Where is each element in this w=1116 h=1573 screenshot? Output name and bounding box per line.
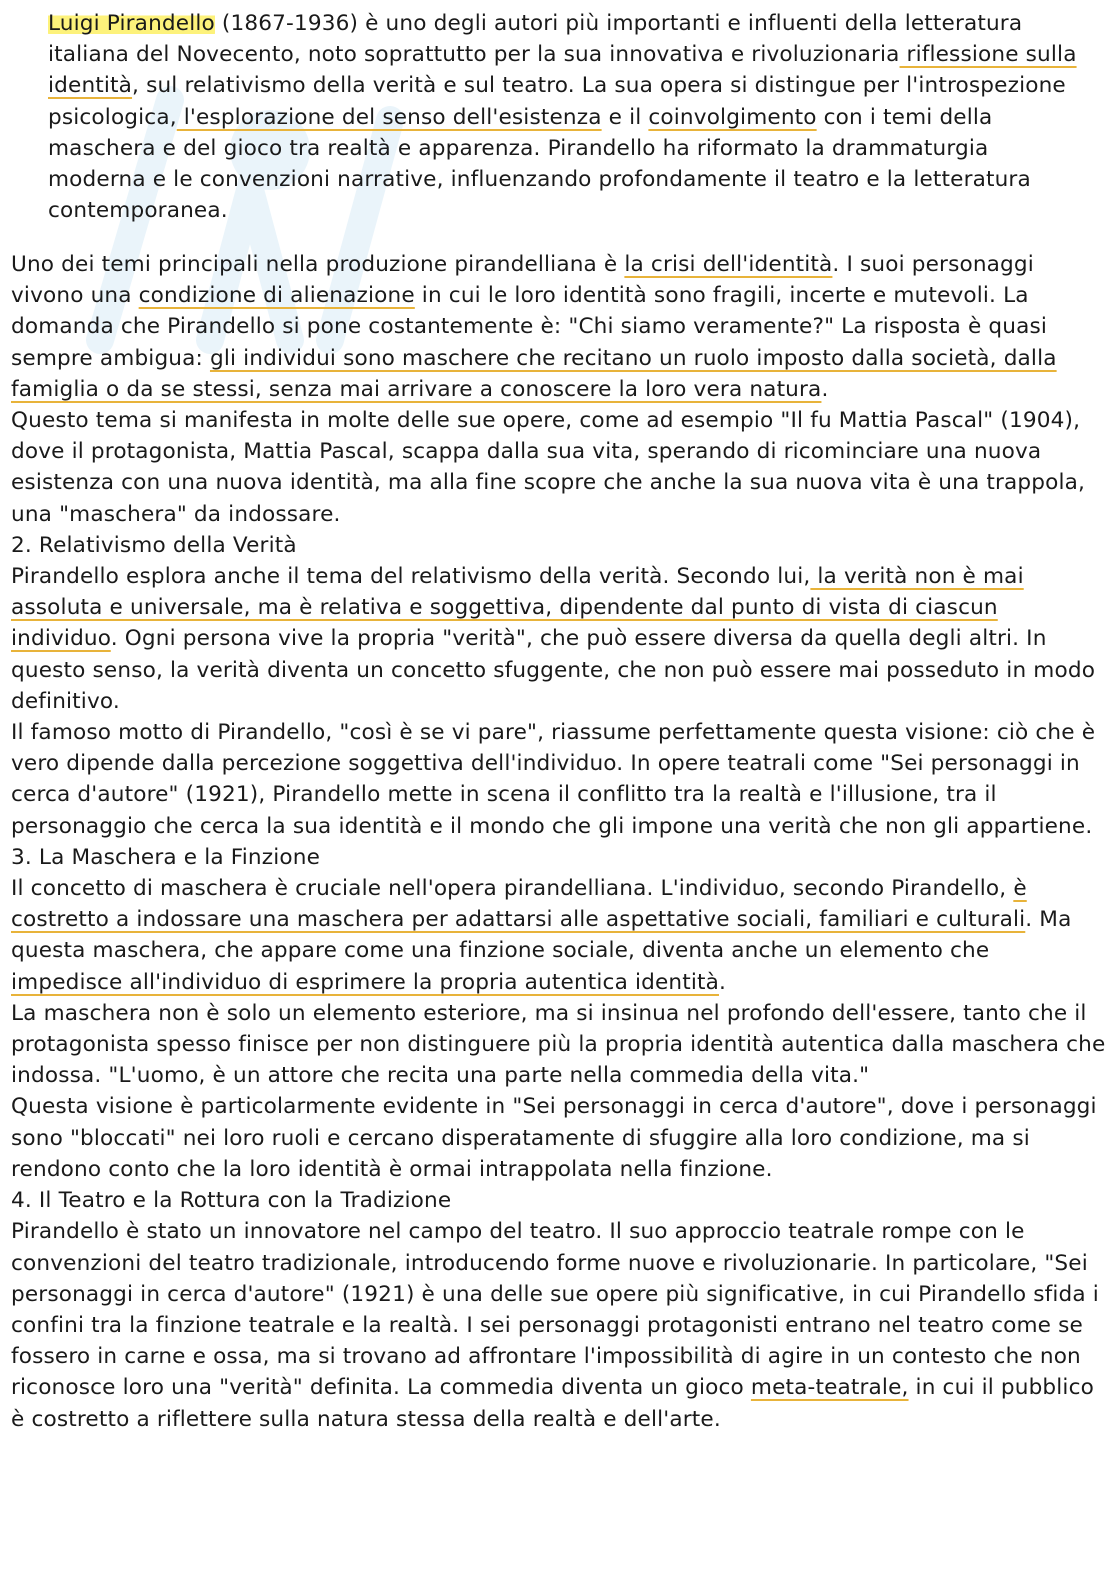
body-text: in cui il pubblico è costretto a riflettere sulla natura stessa della realtà e dell'arte. <box>11 1375 1094 1432</box>
underlined-phrase: coinvolgimento <box>648 104 817 130</box>
section4-heading: 4. Il Teatro e la Rottura con la Tradizione <box>11 1188 452 1214</box>
underlined-phrase: impedisce all'individuo di esprimere la propria autentica identità <box>11 969 720 995</box>
underlined-phrase: meta-teatrale, <box>750 1375 909 1401</box>
section2-heading: 2. Relativismo della Verità <box>11 532 297 558</box>
main-body <box>11 249 1106 1435</box>
body-text: Il concetto di maschera è cruciale nell'opera pirandelliana. L'individuo, secondo Pirandello, <box>11 876 1014 902</box>
author-name-highlight: Luigi Pirandello <box>48 11 215 36</box>
body-text: . <box>821 376 829 402</box>
intro-text: , sul relativismo della verità e sul teatro. La sua opera si distingue per l'introspezione psicologica, <box>48 73 1066 130</box>
underlined-phrase: gli individui sono maschere che recitano un ruolo imposto dalla società, dalla famiglia o da se stessi, senza mai arrivare a conoscere la loro vera natura <box>11 345 1057 402</box>
section1-paragraph-1 <box>11 249 1106 405</box>
body-text: . I suoi personaggi vivono una <box>11 252 1034 309</box>
section3-paragraph-2: La maschera non è solo un elemento esteriore, ma si insinua nel profondo dell'essere, tanto che il protagonista spesso finisce per non distinguere più la propria identità autentica dalla maschera che indossa. "L'uomo, è un attore che recita una parte nella commedia della vita." <box>11 1000 1106 1089</box>
body-text: Uno dei temi principali nella produzione pirandelliana è <box>11 252 625 277</box>
intro-text: con i temi della maschera e del gioco tra realtà e apparenza. Pirandello ha riformato la drammaturgia moderna e le convenzioni narrative, influenzando profondamente il teatro e la letteratura contemporanea. <box>48 104 1031 224</box>
body-text: . <box>719 969 727 995</box>
underlined-phrase: è costretto a indossare una maschera per adattarsi alle aspettative sociali, familiari e culturali <box>11 876 1027 933</box>
intro-text: (1867-1936) è uno degli autori più importanti e influenti della letteratura italiana del Novecento, noto soprattutto per la sua innovativa e rivoluzionaria <box>48 11 1023 68</box>
section2-paragraph-1 <box>11 561 1106 717</box>
underlined-phrase: riflessione sulla identità <box>48 42 1077 99</box>
body-text: in cui le loro identità sono fragili, incerte e mutevoli. La domanda che Pirandello si pone costantemente è: "Chi siamo veramente?" La risposta è quasi sempre ambigua: <box>11 283 1048 371</box>
section1-paragraph-2: Questo tema si manifesta in molte delle sue opere, come ad esempio "Il fu Mattia Pascal" (1904), dove il protagonista, Mattia Pascal, scappa dalla sua vita, sperando di ricominciare una nuova esistenza con una nuova identità, ma alla fine scopre che anche la sua nuova vita è una trappola, una "maschera" da indossare. <box>11 408 1086 527</box>
underlined-phrase: la verità non è mai assoluta e universale, ma è relativa e soggettiva, dipendente dal punto di vista di ciascun individuo <box>11 564 1024 652</box>
underlined-phrase: la crisi dell'identità <box>624 252 833 277</box>
intro-text: e il <box>601 104 649 130</box>
body-text: Pirandello esplora anche il tema del relativismo della verità. Secondo lui, <box>11 564 811 590</box>
section4-paragraph-1 <box>11 1216 1106 1434</box>
underlined-phrase: condizione di alienazione <box>138 283 415 309</box>
body-text: . Ogni persona vive la propria "verità", che può essere diversa da quella degli altri. In questo senso, la verità diventa un concetto sfuggente, che non può essere mai posseduto in modo definitivo. <box>11 626 1096 714</box>
section2-paragraph-2: Il famoso motto di Pirandello, "così è se vi pare", riassume perfettamente questa visione: ciò che è vero dipende dalla percezione soggettiva dell'individuo. In opere teatrali come "Sei personaggi in cerca d'autore" (1921), Pirandello mette in scena il conflitto tra la realtà e l'illusione, tra il personaggio che cerca la sua identità e il mondo che gli impone una verità che non gli appartiene. <box>11 720 1096 839</box>
underlined-phrase: l'esplorazione del senso dell'esistenza <box>176 104 602 130</box>
section3-heading: 3. La Maschera e la Finzione <box>11 844 321 870</box>
section3-paragraph-1 <box>11 873 1106 998</box>
section3-paragraph-3: Questa visione è particolarmente evidente in "Sei personaggi in cerca d'autore", dove i personaggi sono "bloccati" nei loro ruoli e cercano disperatamente di sfuggire alla loro condizione, ma si rendono conto che la loro identità è ormai intrappolata nella finzione. <box>11 1094 1097 1182</box>
body-text: Pirandello è stato un innovatore nel campo del teatro. Il suo approccio teatrale rompe con le convenzioni del teatro tradizionale, introducendo forme nuove e rivoluzionarie. In particolare, "Sei personaggi in cerca d'autore" (1921) è una delle sue opere più significative, in cui Pirandello sfida i confini tra la finzione teatrale e la realtà. I sei personaggi protagonisti entrano nel teatro come se fossero in carne e ossa, ma si trovano ad affrontare l'impossibilità di agire in un contesto che non riconosce loro una "verità" definita. La commedia diventa un gioco <box>11 1219 1099 1401</box>
body-text: . Ma questa maschera, che appare come una finzione sociale, diventa anche un elemento che <box>11 907 1072 964</box>
intro-paragraph <box>48 8 1088 226</box>
